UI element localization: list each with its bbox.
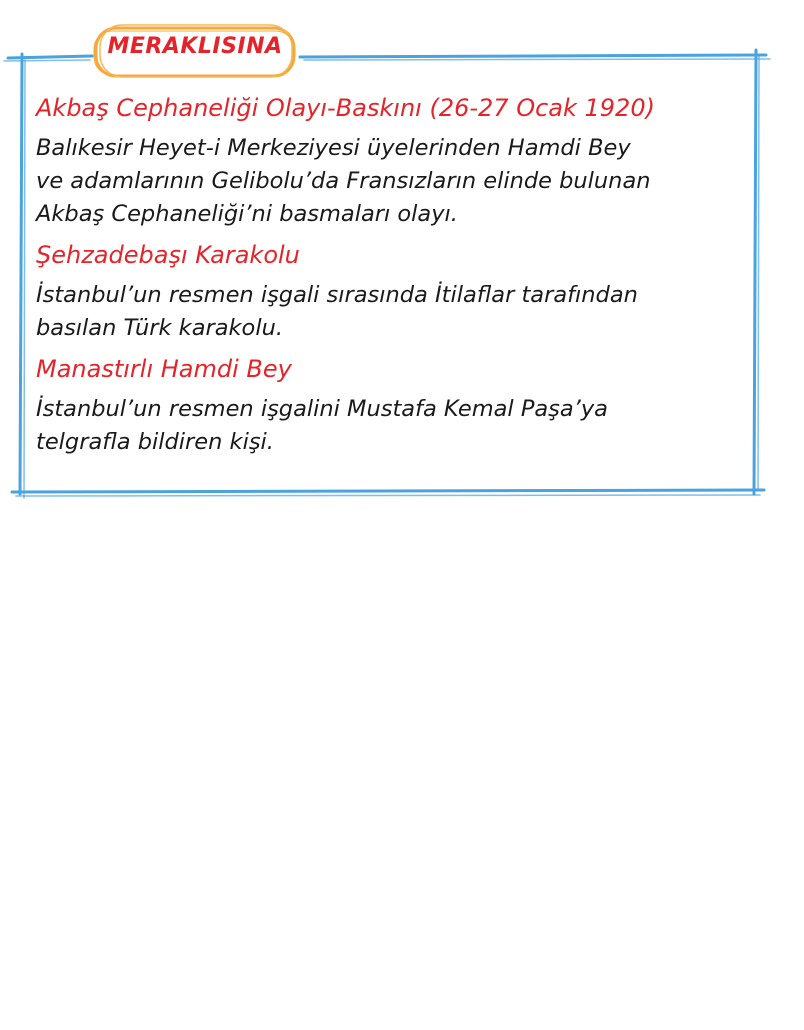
body-line: ve adamlarının Gelibolu’da Fransızların elinde bulunan [36,168,651,194]
body-line: İstanbul’un resmen işgali sırasında İtilaflar tarafından [36,282,638,308]
entry-sehzadebasi [36,239,756,345]
body-line: Balıkesir Heyet-i Merkeziyesi üyelerinden Hamdi Bey [36,135,631,161]
entry-akbas [36,92,756,231]
entry-title: Akbaş Cephaneliği Olayı-Baskını (26-27 Ocak 1920) [36,94,655,122]
badge-title: MERAKLISINA [107,34,283,59]
entry-body [36,279,756,345]
entry-hamdi-bey [36,353,756,459]
body-line: basılan Türk karakolu. [36,315,283,341]
definitions-list [36,92,756,467]
entry-title: Manastırlı Hamdi Bey [36,355,292,383]
entry-body [36,132,756,231]
body-line: İstanbul’un resmen işgalini Mustafa Kemal Paşa’ya [36,396,608,422]
body-line: Akbaş Cephaneliği’ni basmaları olayı. [36,201,458,227]
entry-body [36,393,756,459]
body-line: telgrafla bildiren kişi. [36,429,274,455]
entry-title: Şehzadebaşı Karakolu [36,241,300,269]
